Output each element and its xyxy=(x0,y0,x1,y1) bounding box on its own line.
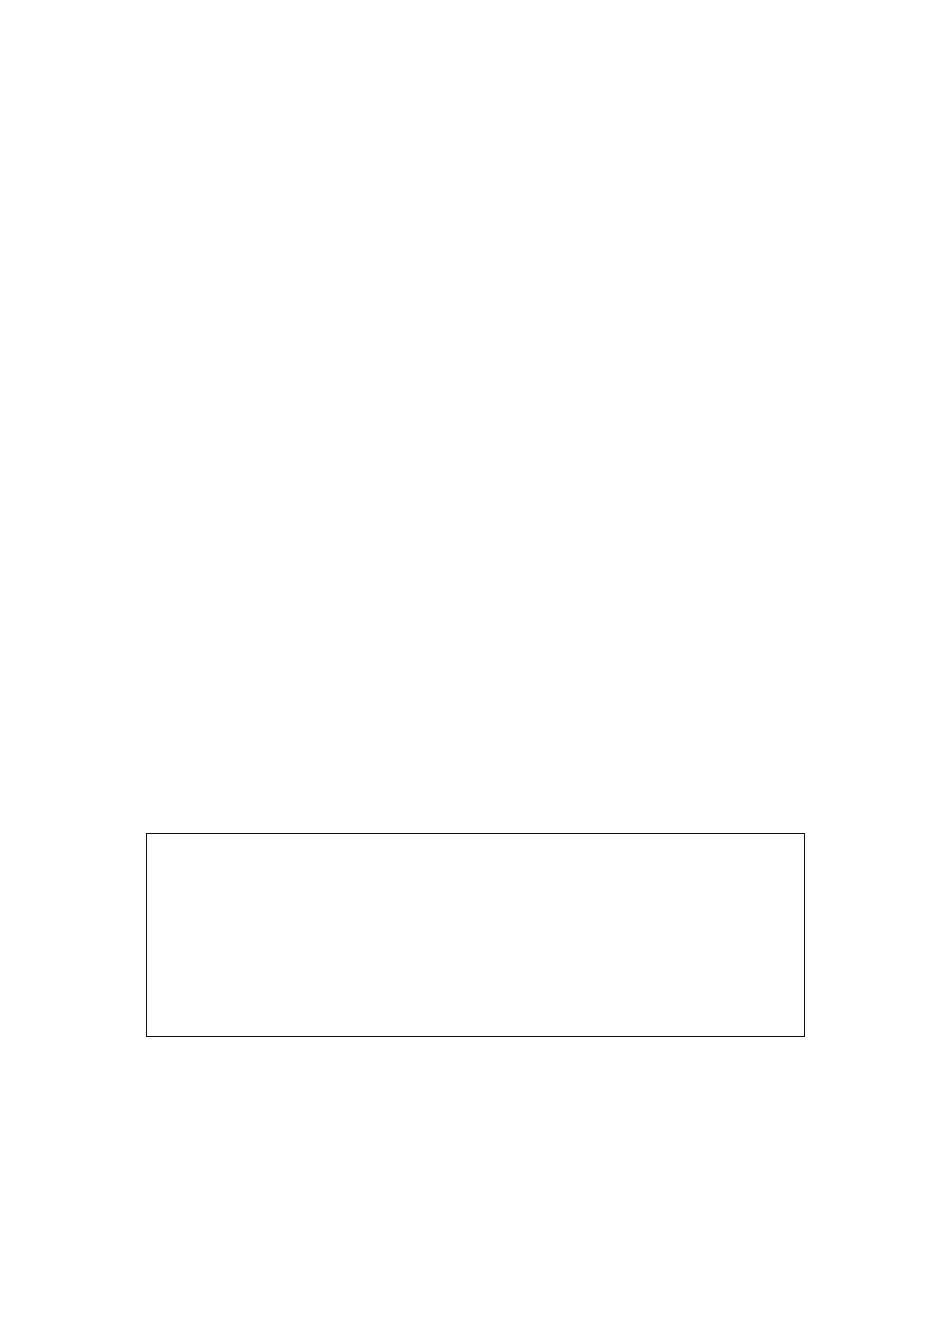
table-header-cell xyxy=(235,833,378,834)
table-header-cell xyxy=(378,833,521,834)
table-header-cell xyxy=(670,833,806,834)
table-header-cell xyxy=(521,833,670,834)
cash-flow-table xyxy=(146,833,805,834)
page-footer xyxy=(200,1246,254,1271)
table-header-cell xyxy=(146,833,235,834)
table-border xyxy=(146,833,805,1037)
table-header-row xyxy=(146,833,805,834)
